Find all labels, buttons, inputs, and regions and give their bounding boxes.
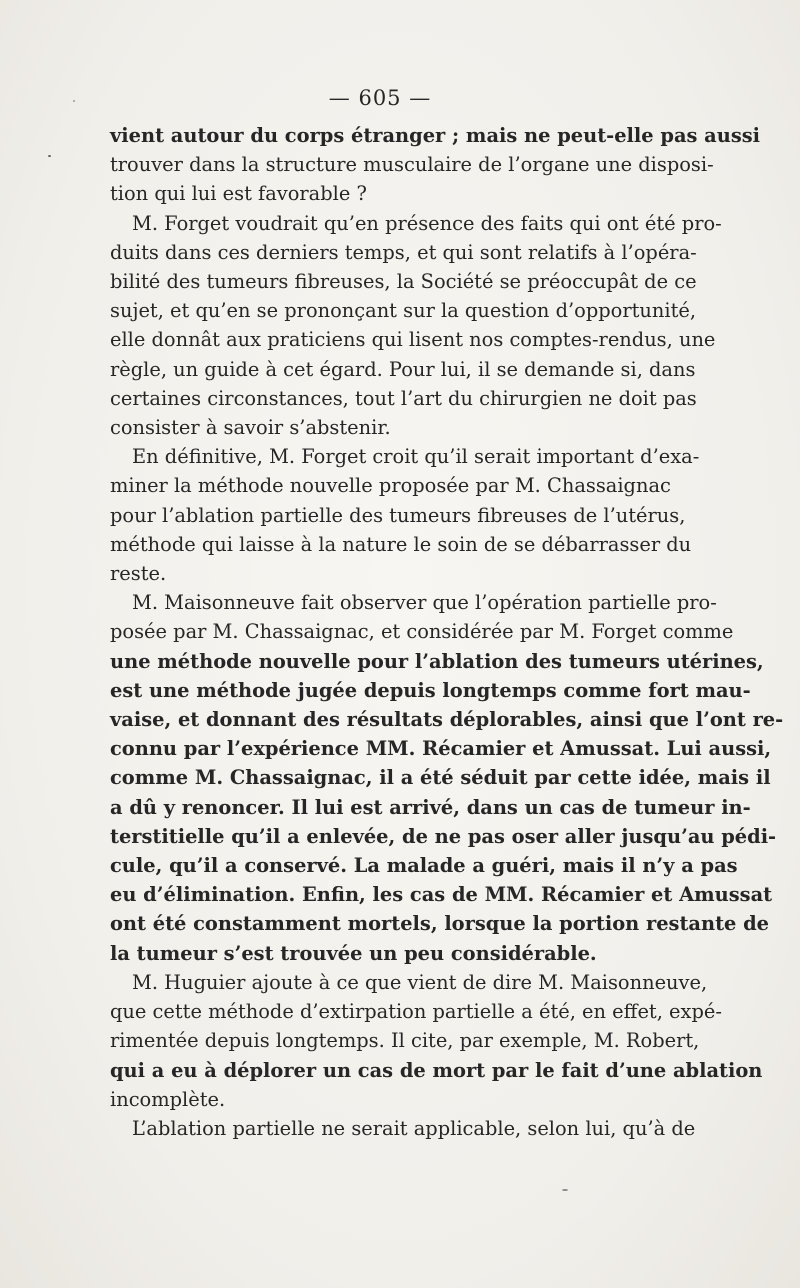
text-line: trouver dans la structure musculaire de l’organe une disposi- — [110, 153, 714, 177]
paragraph — [110, 121, 761, 209]
text-line: comme M. Chassaignac, il a été séduit par cette idée, mais il — [110, 766, 771, 790]
text-line: duits dans ces derniers temps, et qui sont relatifs à l’opéra- — [110, 240, 697, 264]
scan-speck — [562, 1189, 568, 1191]
text-line: est une méthode jugée depuis longtemps comme fort mau- — [110, 678, 751, 702]
paragraph — [110, 968, 763, 1114]
paragraph — [110, 209, 722, 443]
text-line: M. Maisonneuve fait observer que l’opération partielle pro- — [132, 591, 717, 615]
text-line: a dû y renoncer. Il lui est arrivé, dans un cas de tumeur in- — [110, 795, 751, 819]
text-line: L’ablation partielle ne serait applicable, selon lui, qu’à de — [132, 1116, 696, 1140]
text-line: posée par M. Chassaignac, et considérée par M. Forget comme — [110, 620, 734, 644]
text-line: reste. — [110, 562, 167, 586]
paragraph — [110, 1114, 696, 1143]
paragraph — [110, 588, 784, 968]
text-line: miner la méthode nouvelle proposée par M. Chassaignac — [110, 474, 671, 498]
text-line: tion qui lui est favorable ? — [110, 182, 367, 206]
text-line: une méthode nouvelle pour l’ablation des tumeurs utérines, — [110, 649, 764, 673]
text-line: certaines circonstances, tout l’art du chirurgien ne doit pas — [110, 386, 697, 410]
text-line: vaise, et donnant des résultats déplorables, ainsi que l’ont re- — [110, 708, 784, 732]
text-line: qui a eu à déplorer un cas de mort par le fait d’une ablation — [110, 1058, 763, 1082]
text-line: M. Huguier ajoute à ce que vient de dire M. Maisonneuve, — [132, 970, 708, 994]
text-line: la tumeur s’est trouvée un peu considérable. — [110, 941, 597, 965]
text-line: M. Forget voudrait qu’en présence des faits qui ont été pro- — [132, 211, 722, 235]
text-line: consister à savoir s’abstenir. — [110, 416, 391, 440]
text-line: pour l’ablation partielle des tumeurs fibreuses de l’utérus, — [110, 503, 686, 527]
body-text — [110, 121, 784, 1143]
paragraph — [110, 442, 700, 588]
text-line: méthode qui laisse à la nature le soin de se débarrasser du — [110, 532, 692, 556]
text-line: terstitielle qu’il a enlevée, de ne pas oser aller jusqu’au pédi- — [110, 824, 777, 848]
text-line: connu par l’expérience MM. Récamier et Amussat. Lui aussi, — [110, 737, 772, 761]
page-number: — 605 — — [328, 86, 432, 110]
text-line: incomplète. — [110, 1087, 226, 1111]
text-line: elle donnât aux praticiens qui lisent nos comptes-rendus, une — [110, 328, 716, 352]
text-line: que cette méthode d’extirpation partielle a été, en effet, expé- — [110, 1000, 722, 1024]
text-line: vient autour du corps étranger ; mais ne peut-elle pas aussi — [110, 124, 761, 147]
scan-speck — [48, 155, 51, 157]
text-line: bilité des tumeurs fibreuses, la Société se préoccupât de ce — [110, 270, 697, 294]
text-line: cule, qu’il a conservé. La malade a guéri, mais il n’y a pas — [110, 854, 738, 878]
text-line: règle, un guide à cet égard. Pour lui, il se demande si, dans — [110, 357, 696, 381]
text-line: En définitive, M. Forget croit qu’il serait important d’exa- — [132, 445, 700, 469]
scan-speck — [73, 100, 75, 102]
text-line: eu d’élimination. Enfin, les cas de MM. Récamier et Amussat — [110, 883, 773, 907]
text-line: sujet, et qu’en se prononçant sur la question d’opportunité, — [110, 299, 696, 323]
text-line: ont été constamment mortels, lorsque la portion restante de — [110, 912, 770, 936]
text-line: rimentée depuis longtemps. Il cite, par exemple, M. Robert, — [110, 1029, 700, 1053]
